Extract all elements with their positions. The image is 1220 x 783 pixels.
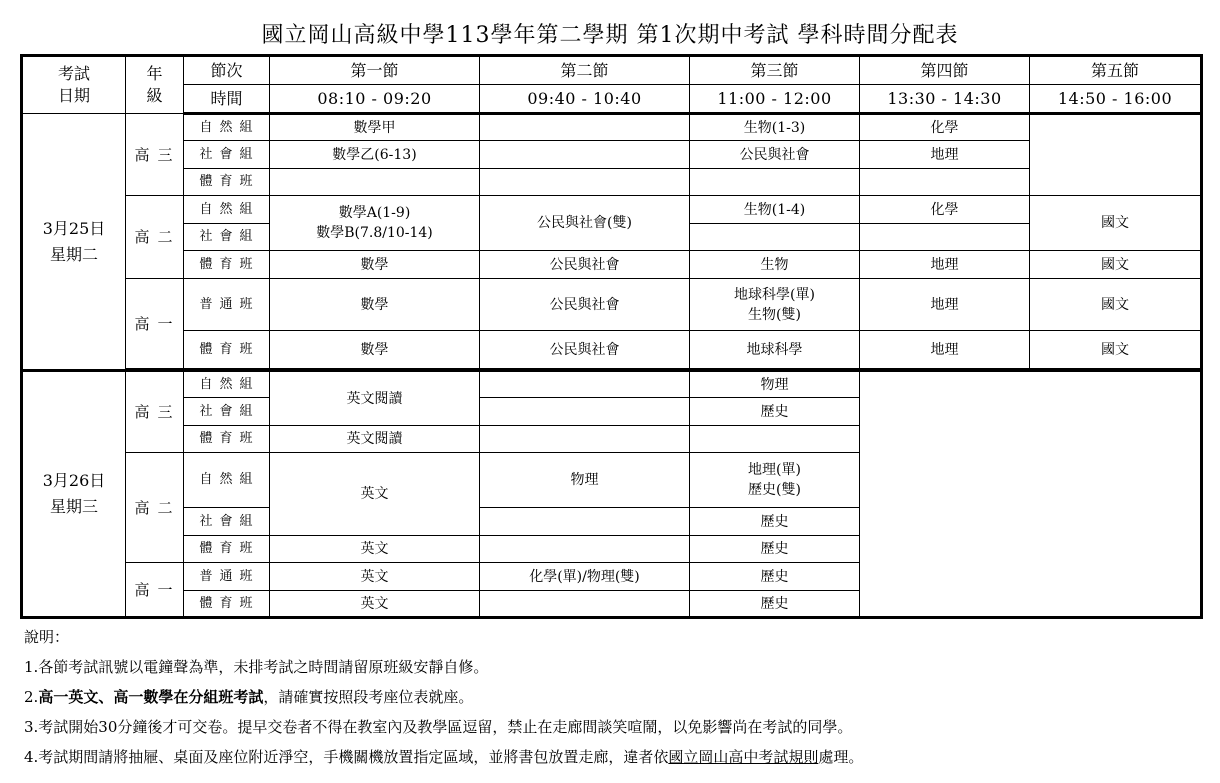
exam-subject: 地理(單) 歷史(雙) [690,453,860,508]
table-row [22,196,1202,224]
class-label: 社會組 [184,508,270,536]
header-row-sessions [22,56,1202,85]
exam-subject: 物理 [480,453,690,508]
day1-grade-g3: 高三 [126,114,184,196]
period-1-time: 08:10 - 09:20 [270,85,480,114]
period-5-header: 第五節 [1030,56,1202,85]
exam-subject: 公民與社會 [480,251,690,279]
empty-cell [690,169,860,196]
empty-cell [270,169,480,196]
exam-subject: 國文 [1030,331,1202,369]
period-1-header: 第一節 [270,56,480,85]
time-label: 時間 [184,85,270,114]
exam-schedule-table [20,54,1203,619]
day1-grade-g1: 高一 [126,279,184,369]
period-4-header: 第四節 [860,56,1030,85]
empty-cell [480,141,690,169]
exam-subject: 英文 [270,563,480,591]
class-label: 自然組 [184,453,270,508]
class-label: 體育班 [184,591,270,618]
table-row [22,141,1202,169]
exam-subject: 英文閱讀 [270,426,480,453]
day2-grade-g2: 高二 [126,453,184,563]
note-2: 2.高一英文、高一數學在分組班考試，請確實按照段考座位表就座。 [24,688,474,706]
empty-cell [480,508,690,536]
exam-subject: 歷史 [690,508,860,536]
note-4: 4.考試期間請將抽屜、桌面及座位附近淨空，手機關機放置指定區域，並將書包放置走廊，違者依國立岡山高中考試規則處理。 [24,748,864,766]
exam-subject: 生物 [690,251,860,279]
exam-subject: 數學 [270,279,480,331]
exam-subject: 公民與社會 [480,331,690,369]
day1-date-cell: 3月25日 星期二 [22,114,126,371]
notes-heading: 說明： [24,628,70,646]
exam-rules-link[interactable]: 國立岡山高中考試規則 [668,748,819,766]
exam-subject: 公民與社會 [480,279,690,331]
table-row [22,114,1202,141]
day2-grade-g3: 高三 [126,371,184,453]
exam-subject: 歷史 [690,563,860,591]
empty-cell [860,169,1030,196]
exam-subject: 英文 [270,536,480,563]
period-5-time: 14:50 - 16:00 [1030,85,1202,114]
class-label: 社會組 [184,141,270,169]
note-2-emphasis: 高一英文、高一數學在分組班考試 [38,688,264,706]
exam-subject: 英文 [270,453,480,536]
class-label: 自然組 [184,114,270,141]
exam-subject: 地理 [860,279,1030,331]
table-row [22,371,1202,398]
day1-grade-g2: 高二 [126,196,184,279]
empty-cell [1030,114,1202,196]
class-label: 自然組 [184,196,270,224]
note-3: 3.考試開始30分鐘後才可交卷。提早交卷者不得在教室內及教學區逗留，禁止在走廊間談笑喧鬧，以免影響尚在考試的同學。 [24,718,853,736]
period-2-time: 09:40 - 10:40 [480,85,690,114]
exam-subject: 數學 [270,331,480,369]
page-title: 國立岡山高級中學113學年第二學期 第1次期中考試 學科時間分配表 [261,23,959,48]
period-3-header: 第三節 [690,56,860,85]
notes-section [24,622,1204,772]
exam-subject: 生物(1-3) [690,114,860,141]
header-row-times [22,85,1202,114]
empty-cell [480,591,690,618]
class-label: 體育班 [184,251,270,279]
exam-subject: 地理 [860,331,1030,369]
empty-cell [480,426,690,453]
date-header-cell: 考試 日期 [22,56,126,114]
session-label: 節次 [184,56,270,85]
table-row [22,331,1202,369]
exam-subject: 地球科學(單) 生物(雙) [690,279,860,331]
class-label: 體育班 [184,331,270,369]
exam-subject: 化學 [860,114,1030,141]
exam-subject: 地球科學 [690,331,860,369]
exam-subject: 地理 [860,141,1030,169]
exam-subject: 公民與社會 [690,141,860,169]
class-label: 體育班 [184,536,270,563]
empty-cell [690,426,860,453]
exam-subject: 歷史 [690,398,860,426]
class-label: 普通班 [184,279,270,331]
exam-subject: 化學(單)/物理(雙) [480,563,690,591]
exam-subject: 國文 [1030,196,1202,251]
day2-grade-g1: 高一 [126,563,184,618]
class-label: 體育班 [184,169,270,196]
period-3-time: 11:00 - 12:00 [690,85,860,114]
exam-subject: 化學 [860,196,1030,224]
period-4-time: 13:30 - 14:30 [860,85,1030,114]
table-row [22,251,1202,279]
day2-date-cell: 3月26日 星期三 [22,371,126,618]
empty-cell [480,536,690,563]
empty-cell [860,371,1202,618]
period-2-header: 第二節 [480,56,690,85]
table-row [22,169,1202,196]
table-row [22,279,1202,331]
empty-cell [480,371,690,398]
empty-cell [690,224,860,251]
grade-header-cell: 年 級 [126,56,184,114]
exam-subject: 生物(1-4) [690,196,860,224]
empty-cell [860,224,1030,251]
exam-subject: 國文 [1030,279,1202,331]
class-label: 體育班 [184,426,270,453]
exam-subject: 歷史 [690,536,860,563]
empty-cell [480,169,690,196]
exam-subject: 地理 [860,251,1030,279]
exam-subject: 數學 [270,251,480,279]
class-label: 普通班 [184,563,270,591]
exam-subject: 英文閱讀 [270,371,480,426]
empty-cell [480,114,690,141]
empty-cell [480,398,690,426]
exam-subject: 數學乙(6-13) [270,141,480,169]
class-label: 自然組 [184,371,270,398]
note-1: 1.各節考試訊號以電鐘聲為準，未排考試之時間請留原班級安靜自修。 [24,658,489,676]
class-label: 社會組 [184,398,270,426]
exam-subject: 數學甲 [270,114,480,141]
exam-subject: 數學A(1-9) 數學B(7.8/10-14) [270,196,480,251]
class-label: 社會組 [184,224,270,251]
exam-subject: 英文 [270,591,480,618]
exam-subject: 物理 [690,371,860,398]
exam-subject: 歷史 [690,591,860,618]
exam-subject: 公民與社會(雙) [480,196,690,251]
exam-subject: 國文 [1030,251,1202,279]
